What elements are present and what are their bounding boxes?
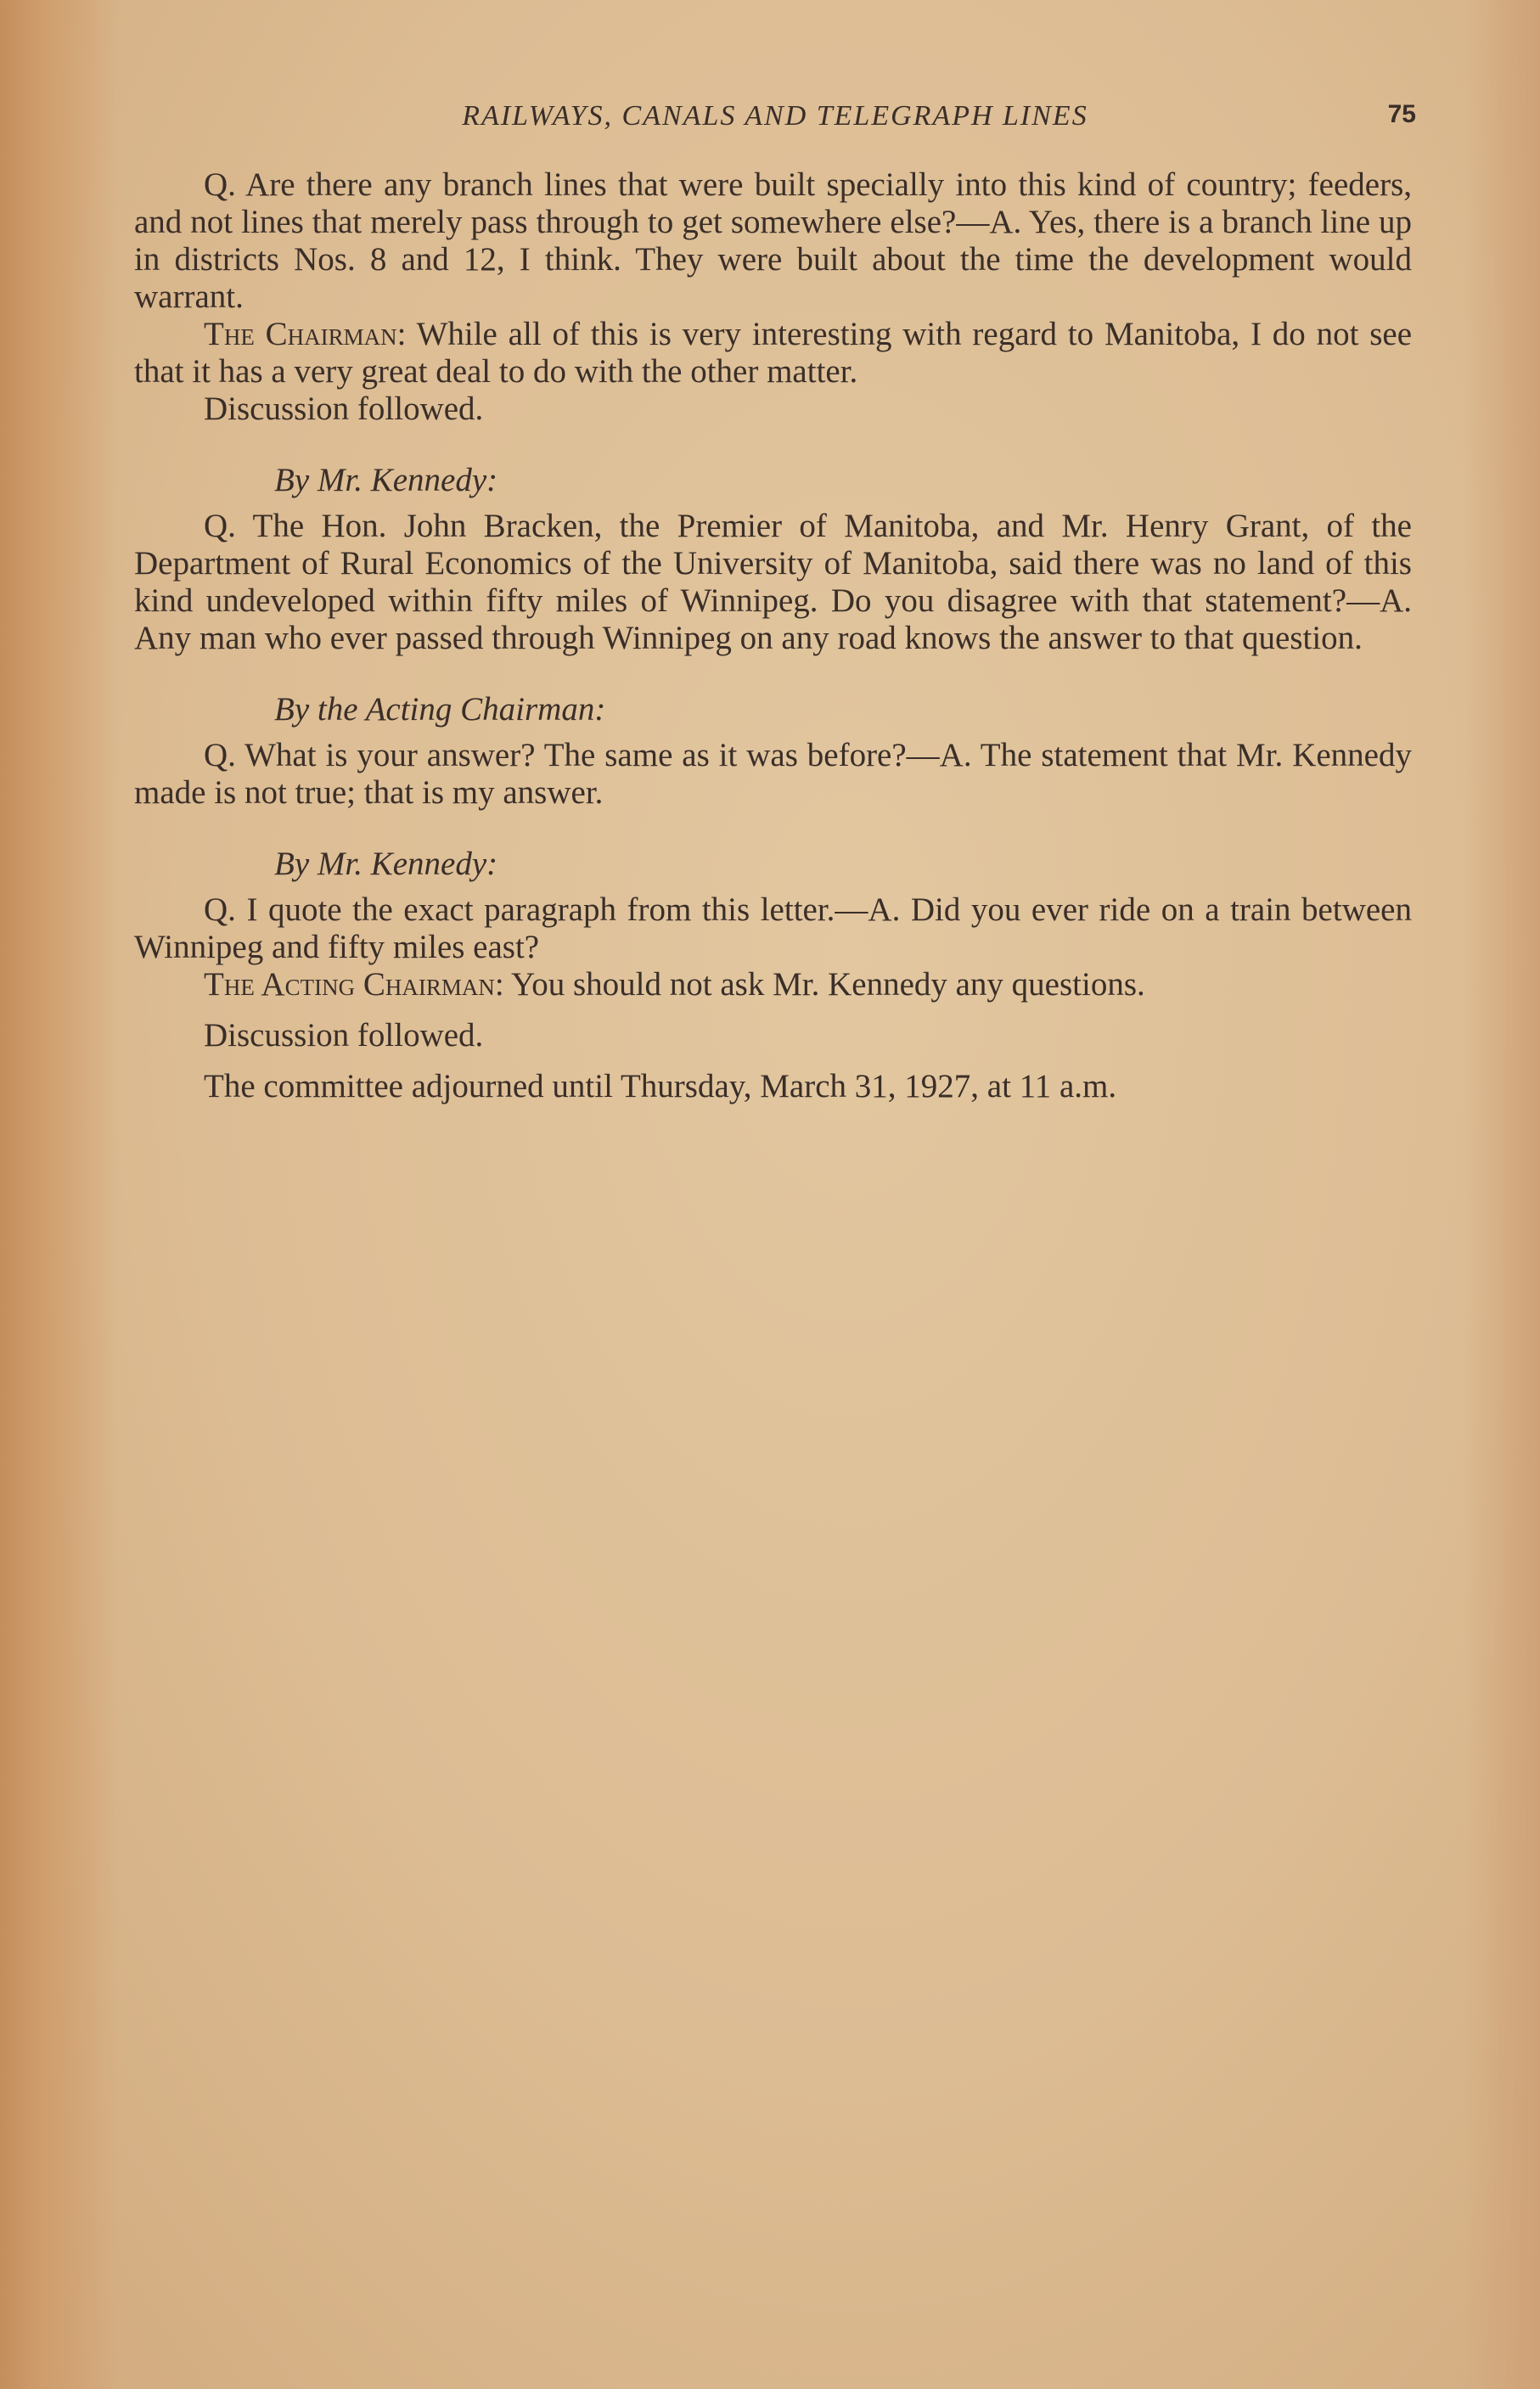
paragraph-adjournment: The committee adjourned until Thursday, March 31, 1927, at 11 a.m. [204, 1068, 1117, 1105]
paragraph-quote-letter: Q. I quote the exact paragraph from this letter.—A. Did you ever ride on a train between Winnipeg and fifty miles east? [134, 891, 1412, 965]
paragraph-bracken-question: Q. The Hon. John Bracken, the Premier of Manitoba, and Mr. Henry Grant, of the Department of Rural Economics of the University of Manitoba, said there was no land of this kind undeveloped within fifty miles of Winnipeg. Do you disagree with that statement?—A. Any man who ever passed through Winnipeg on any road knows the answer to that question. [134, 508, 1412, 656]
chairman-remark-text: : While all of this is very interesting with regard to Manitoba, I do not see that it has a very great deal to do with the other matter. [134, 316, 1413, 390]
heading-by-acting-chairman: By the Acting Chairman: [274, 691, 606, 728]
page-body [134, 166, 1412, 1119]
page-header [134, 100, 1416, 143]
paragraph-discussion-1: Discussion followed. [204, 391, 484, 427]
page-number: 75 [1387, 100, 1416, 128]
heading-by-mr-kennedy-1: By Mr. Kennedy: [274, 462, 498, 498]
paragraph-acting-chairman-remark [134, 966, 1412, 1003]
paragraph-your-answer: Q. What is your answer? The same as it was before?—A. The statement that Mr. Kennedy made is not true; that is my answer. [134, 737, 1412, 811]
acting-chairman-remark-text: : You should not ask Mr. Kennedy any questions. [494, 966, 1145, 1003]
paragraph-branch-lines: Q. Are there any branch lines that were built specially into this kind of country; feeders, and not lines that merely pass through to get somewhere else?—A. Yes, there is a branch line up in districts Nos. 8 and 12, I think. They were built about the time the development would warrant. [134, 166, 1412, 315]
paragraph-discussion-2: Discussion followed. [204, 1017, 484, 1054]
speaker-acting-chairman: The Acting Chairman [204, 966, 495, 1003]
speaker-chairman: The Chairman [204, 316, 397, 352]
paragraph-chairman-remark [134, 316, 1412, 391]
running-head: RAILWAYS, CANALS AND TELEGRAPH LINES [462, 100, 1088, 132]
heading-by-mr-kennedy-2: By Mr. Kennedy: [274, 846, 498, 882]
